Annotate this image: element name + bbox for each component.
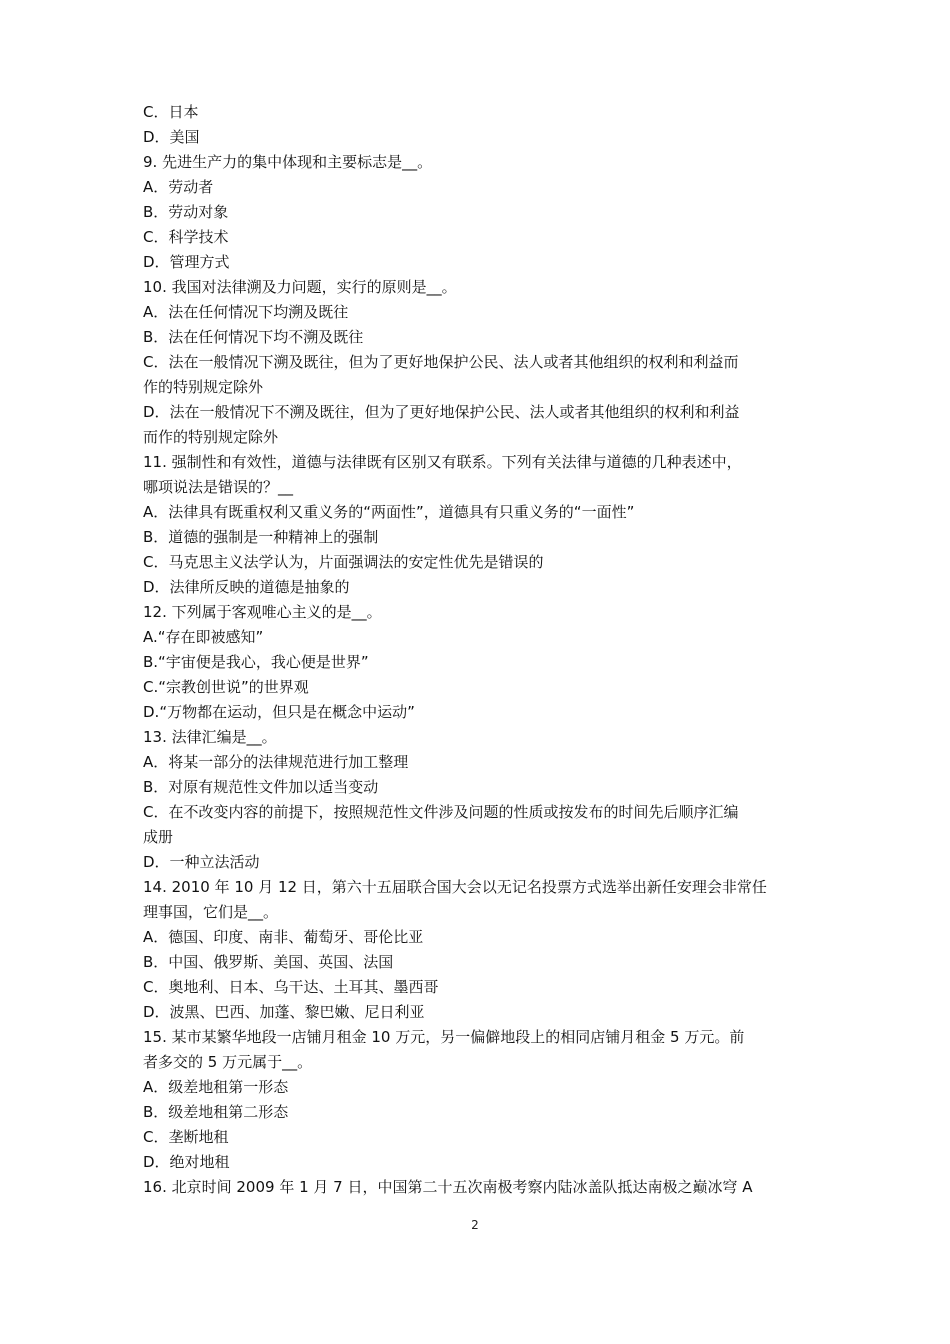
text-line: 16. 北京时间 2009 年 1 月 7 日，中国第二十五次南极考察内陆冰盖队抵达南极之巅冰穹 A (143, 1178, 753, 1196)
text-line: 13. 法律汇编是__。 (143, 728, 277, 746)
text-line: C．法在一般情况下溯及既往，但为了更好地保护公民、法人或者其他组织的权利和利益而 (143, 353, 739, 371)
text-line: B.“宇宙便是我心，我心便是世界” (143, 653, 369, 671)
text-line: 理事国，它们是__。 (143, 903, 279, 921)
text-line: D．美国 (143, 128, 200, 146)
text-line: A．劳动者 (143, 178, 214, 196)
text-line: 14. 2010 年 10 月 12 日，第六十五届联合国大会以无记名投票方式选举出新任安理会非常任 (143, 878, 767, 896)
text-line: D．管理方式 (143, 253, 230, 271)
text-line: C．垄断地租 (143, 1128, 229, 1146)
text-line: 9. 先进生产力的集中体现和主要标志是__。 (143, 153, 433, 171)
text-line: B．级差地租第二形态 (143, 1103, 289, 1121)
text-line: C．在不改变内容的前提下，按照规范性文件涉及问题的性质或按发布的时间先后顺序汇编 (143, 803, 739, 821)
document-body (143, 100, 815, 1200)
text-line: 15. 某市某繁华地段一店铺月租金 10 万元，另一偏僻地段上的相同店铺月租金 5 万元。前 (143, 1028, 745, 1046)
text-line: 而作的特别规定除外 (143, 428, 279, 446)
text-line: C．奥地利、日本、乌干达、土耳其、墨西哥 (143, 978, 439, 996)
text-line: A．级差地租第一形态 (143, 1078, 289, 1096)
text-line: B．劳动对象 (143, 203, 229, 221)
page-number: 2 (471, 1218, 479, 1232)
text-line: D．波黑、巴西、加蓬、黎巴嫩、尼日利亚 (143, 1003, 425, 1021)
text-line: 哪项说法是错误的？__ (143, 478, 294, 496)
text-line: C．科学技术 (143, 228, 229, 246)
text-line: 10. 我国对法律溯及力问题，实行的原则是__。 (143, 278, 457, 296)
text-line: B．道德的强制是一种精神上的强制 (143, 528, 379, 546)
text-line: D．绝对地租 (143, 1153, 230, 1171)
text-line: A.“存在即被感知” (143, 628, 264, 646)
text-line: D．法律所反映的道德是抽象的 (143, 578, 350, 596)
text-line: D．一种立法活动 (143, 853, 260, 871)
text-line: 者多交的 5 万元属于__。 (143, 1053, 313, 1071)
text-line: 成册 (143, 828, 174, 846)
text-line: A．德国、印度、南非、葡萄牙、哥伦比亚 (143, 928, 424, 946)
text-line: D.“万物都在运动，但只是在概念中运动” (143, 703, 415, 721)
text-line: B．法在任何情况下均不溯及既往 (143, 328, 364, 346)
text-line: A．法律具有既重权利又重义务的“两面性”，道德具有只重义务的“一面性” (143, 503, 635, 521)
text-line: C.“宗教创世说”的世界观 (143, 678, 309, 696)
text-line: D．法在一般情况下不溯及既往，但为了更好地保护公民、法人或者其他组织的权利和利益 (143, 403, 740, 421)
text-line: 12. 下列属于客观唯心主义的是__。 (143, 603, 382, 621)
text-line: C．日本 (143, 103, 199, 121)
text-line: B．中国、俄罗斯、美国、英国、法国 (143, 953, 394, 971)
text-line: C．马克思主义法学认为，片面强调法的安定性优先是错误的 (143, 553, 544, 571)
text-line: 11. 强制性和有效性，道德与法律既有区别又有联系。下列有关法律与道德的几种表述中， (143, 453, 742, 471)
text-line: A．将某一部分的法律规范进行加工整理 (143, 753, 409, 771)
text-line: B．对原有规范性文件加以适当变动 (143, 778, 379, 796)
text-line: 作的特别规定除外 (143, 378, 264, 396)
text-line: A．法在任何情况下均溯及既往 (143, 303, 349, 321)
